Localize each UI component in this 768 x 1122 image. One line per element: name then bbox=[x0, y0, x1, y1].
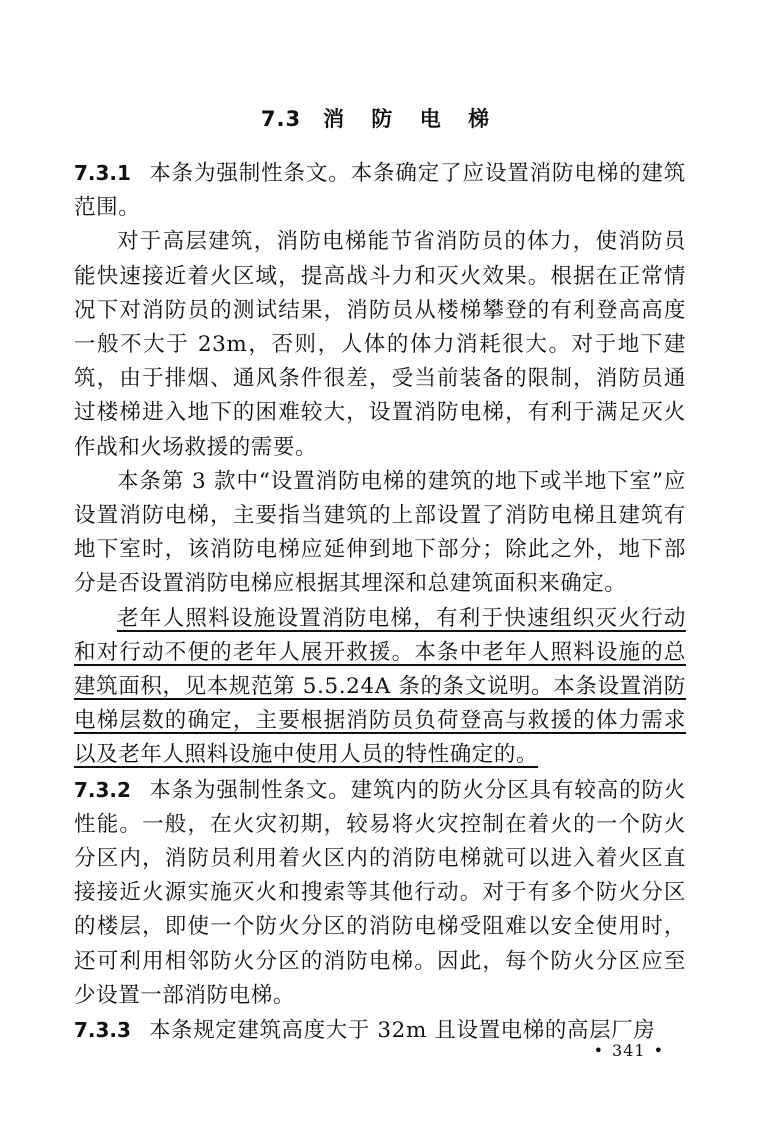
clause-text: 本条为强制性条文。建筑内的防火分区具有较高的防火性能。一般，在火灾初期，较易将火灾控制在着火的一个防火分区内，消防员利用着火区内的消防电梯就可以进入着火区直接接近火源实施灭火和搜索等其他行动。对于有多个防火分区的楼层，即使一个防火分区的消防电梯受阻难以安全使用时，还可利用相邻防火分区的消防电梯。因此，每个防火分区应至少设置一部消防电梯。 bbox=[74, 777, 686, 1008]
clause-text: 本条为强制性条文。本条确定了应设置消防电梯的建筑范围。 bbox=[74, 161, 686, 221]
paragraph-high-rise: 对于高层建筑，消防电梯能节省消防员的体力，使消防员能快速接近着火区域，提高战斗力和灭火效果。根据在正常情况下对消防员的测试结果，消防员从楼梯攀登的有利登高高度一般不大于 23m，否则，人体的体力消耗很大。对于地下建筑，由于排烟、通风条件很差，受当前装备的限制，消防员通过楼梯进入地下的困难较大，设置消防电梯，有利于满足灭火作战和火场救援的需要。 bbox=[74, 229, 686, 460]
clause-number: 7.3.1 bbox=[74, 161, 131, 185]
document-page bbox=[74, 104, 686, 1048]
clause-7-3-2 bbox=[74, 773, 686, 1013]
underlined-text: 老年人照料设施设置消防电梯，有利于快速组织灭火行动和对行动不便的老年人展开救援。本条中老年人照料设施的总建筑面积，见本规范第 5.5.24A 条的条文说明。本条设置消防电梯层数的确定，主要根据消防员负荷登高与救援的体力需求以及老年人照料设施中使用人员的特性确定的。 bbox=[74, 605, 686, 768]
paragraph-elderly-care bbox=[74, 602, 686, 773]
section-number: 7.3 bbox=[260, 107, 302, 131]
section-heading bbox=[74, 104, 686, 134]
paragraph-basement: 本条第 3 款中“设置消防电梯的建筑的地下或半地下室”应设置消防电梯，主要指当建筑的上部设置了消防电梯且建筑有地下室时，该消防电梯应延伸到地下部分；除此之外，地下部分是否设置消防电梯应根据其埋深和总建筑面积来确定。 bbox=[74, 468, 686, 597]
page-dot-right: • bbox=[653, 1041, 664, 1060]
clause-number: 7.3.2 bbox=[74, 777, 131, 802]
clause-7-3-1 bbox=[74, 156, 686, 225]
page-dot-left: • bbox=[593, 1041, 605, 1060]
page-number bbox=[586, 1041, 672, 1060]
clause-number: 7.3.3 bbox=[74, 1018, 131, 1043]
section-title: 消 防 电 梯 bbox=[323, 107, 500, 131]
clause-text: 本条规定建筑高度大于 32m 且设置电梯的高层厂房 bbox=[148, 1018, 656, 1044]
page-number-value: 341 bbox=[612, 1041, 646, 1060]
